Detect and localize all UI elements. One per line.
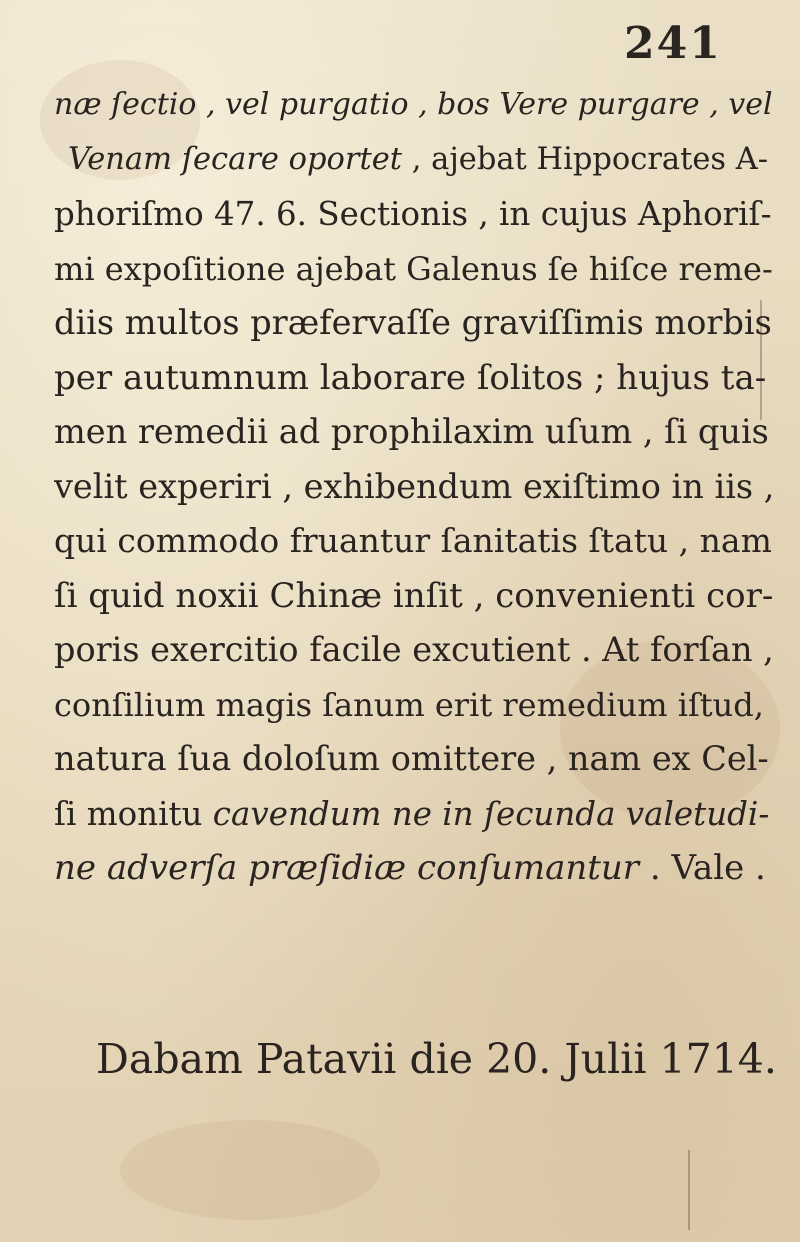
- italic-text: næ ſectio , vel purgatio , bos Vere purgare , vel: [54, 87, 773, 122]
- text-line: [54, 623, 774, 678]
- text-line: [54, 678, 774, 733]
- text-line: [54, 460, 774, 515]
- roman-text: natura ſua doloſum omittere , nam ex Cel-: [54, 739, 769, 778]
- roman-text: poris exercitio facile excutient . At forſan ,: [54, 630, 774, 669]
- roman-text: . Vale .: [639, 848, 766, 888]
- roman-text: ſi quid noxii Chinæ inſit , convenienti cor-: [54, 575, 774, 616]
- italic-text: Venam ſecare oportet: [68, 141, 403, 177]
- roman-text: men remedii ad prophilaxim uſum , ſi quis: [54, 412, 769, 451]
- roman-text: phoriſmo 47. 6. Sectionis , in cujus Aphoriſ-: [54, 195, 772, 233]
- body-text: [54, 78, 774, 896]
- roman-text: ſi monitu: [54, 794, 213, 833]
- text-line: [54, 351, 774, 406]
- roman-text: qui commodo fruantur ſanitatis ſtatu , nam: [54, 521, 772, 560]
- text-line: [54, 78, 774, 133]
- roman-text: conſilium magis ſanum erit remedium iſtud,: [54, 685, 764, 724]
- roman-text: per autumnum laborare ſolitos ; hujus ta-: [54, 357, 767, 398]
- roman-text: , ajebat Hippocrates A-: [402, 141, 769, 177]
- roman-text: diis multos præfervaſſe graviſſimis morbis: [54, 303, 772, 342]
- roman-text: mi expoſitione ajebat Galenus ſe hiſce reme-: [54, 249, 773, 288]
- italic-text: ne adverſa præſidiæ conſumantur: [54, 848, 640, 888]
- text-line: [54, 242, 774, 297]
- text-line: [54, 732, 774, 787]
- italic-text: cavendum ne in ſecunda valetudi-: [212, 794, 770, 833]
- page-number: 241: [624, 18, 722, 69]
- roman-text: velit experiri , exhibendum exiſtimo in iis ,: [54, 466, 774, 506]
- paper-stain: [120, 1120, 380, 1220]
- text-line: [54, 296, 774, 351]
- text-line: [54, 841, 774, 896]
- dateline: Dabam Patavii die 20. Julii 1714.: [96, 1035, 777, 1083]
- text-line: [54, 514, 774, 569]
- text-line: [54, 405, 774, 460]
- text-line: [54, 187, 774, 242]
- text-line: [54, 569, 774, 624]
- text-line: [54, 133, 774, 188]
- edge-mark: [688, 1150, 690, 1230]
- text-line: [54, 787, 774, 842]
